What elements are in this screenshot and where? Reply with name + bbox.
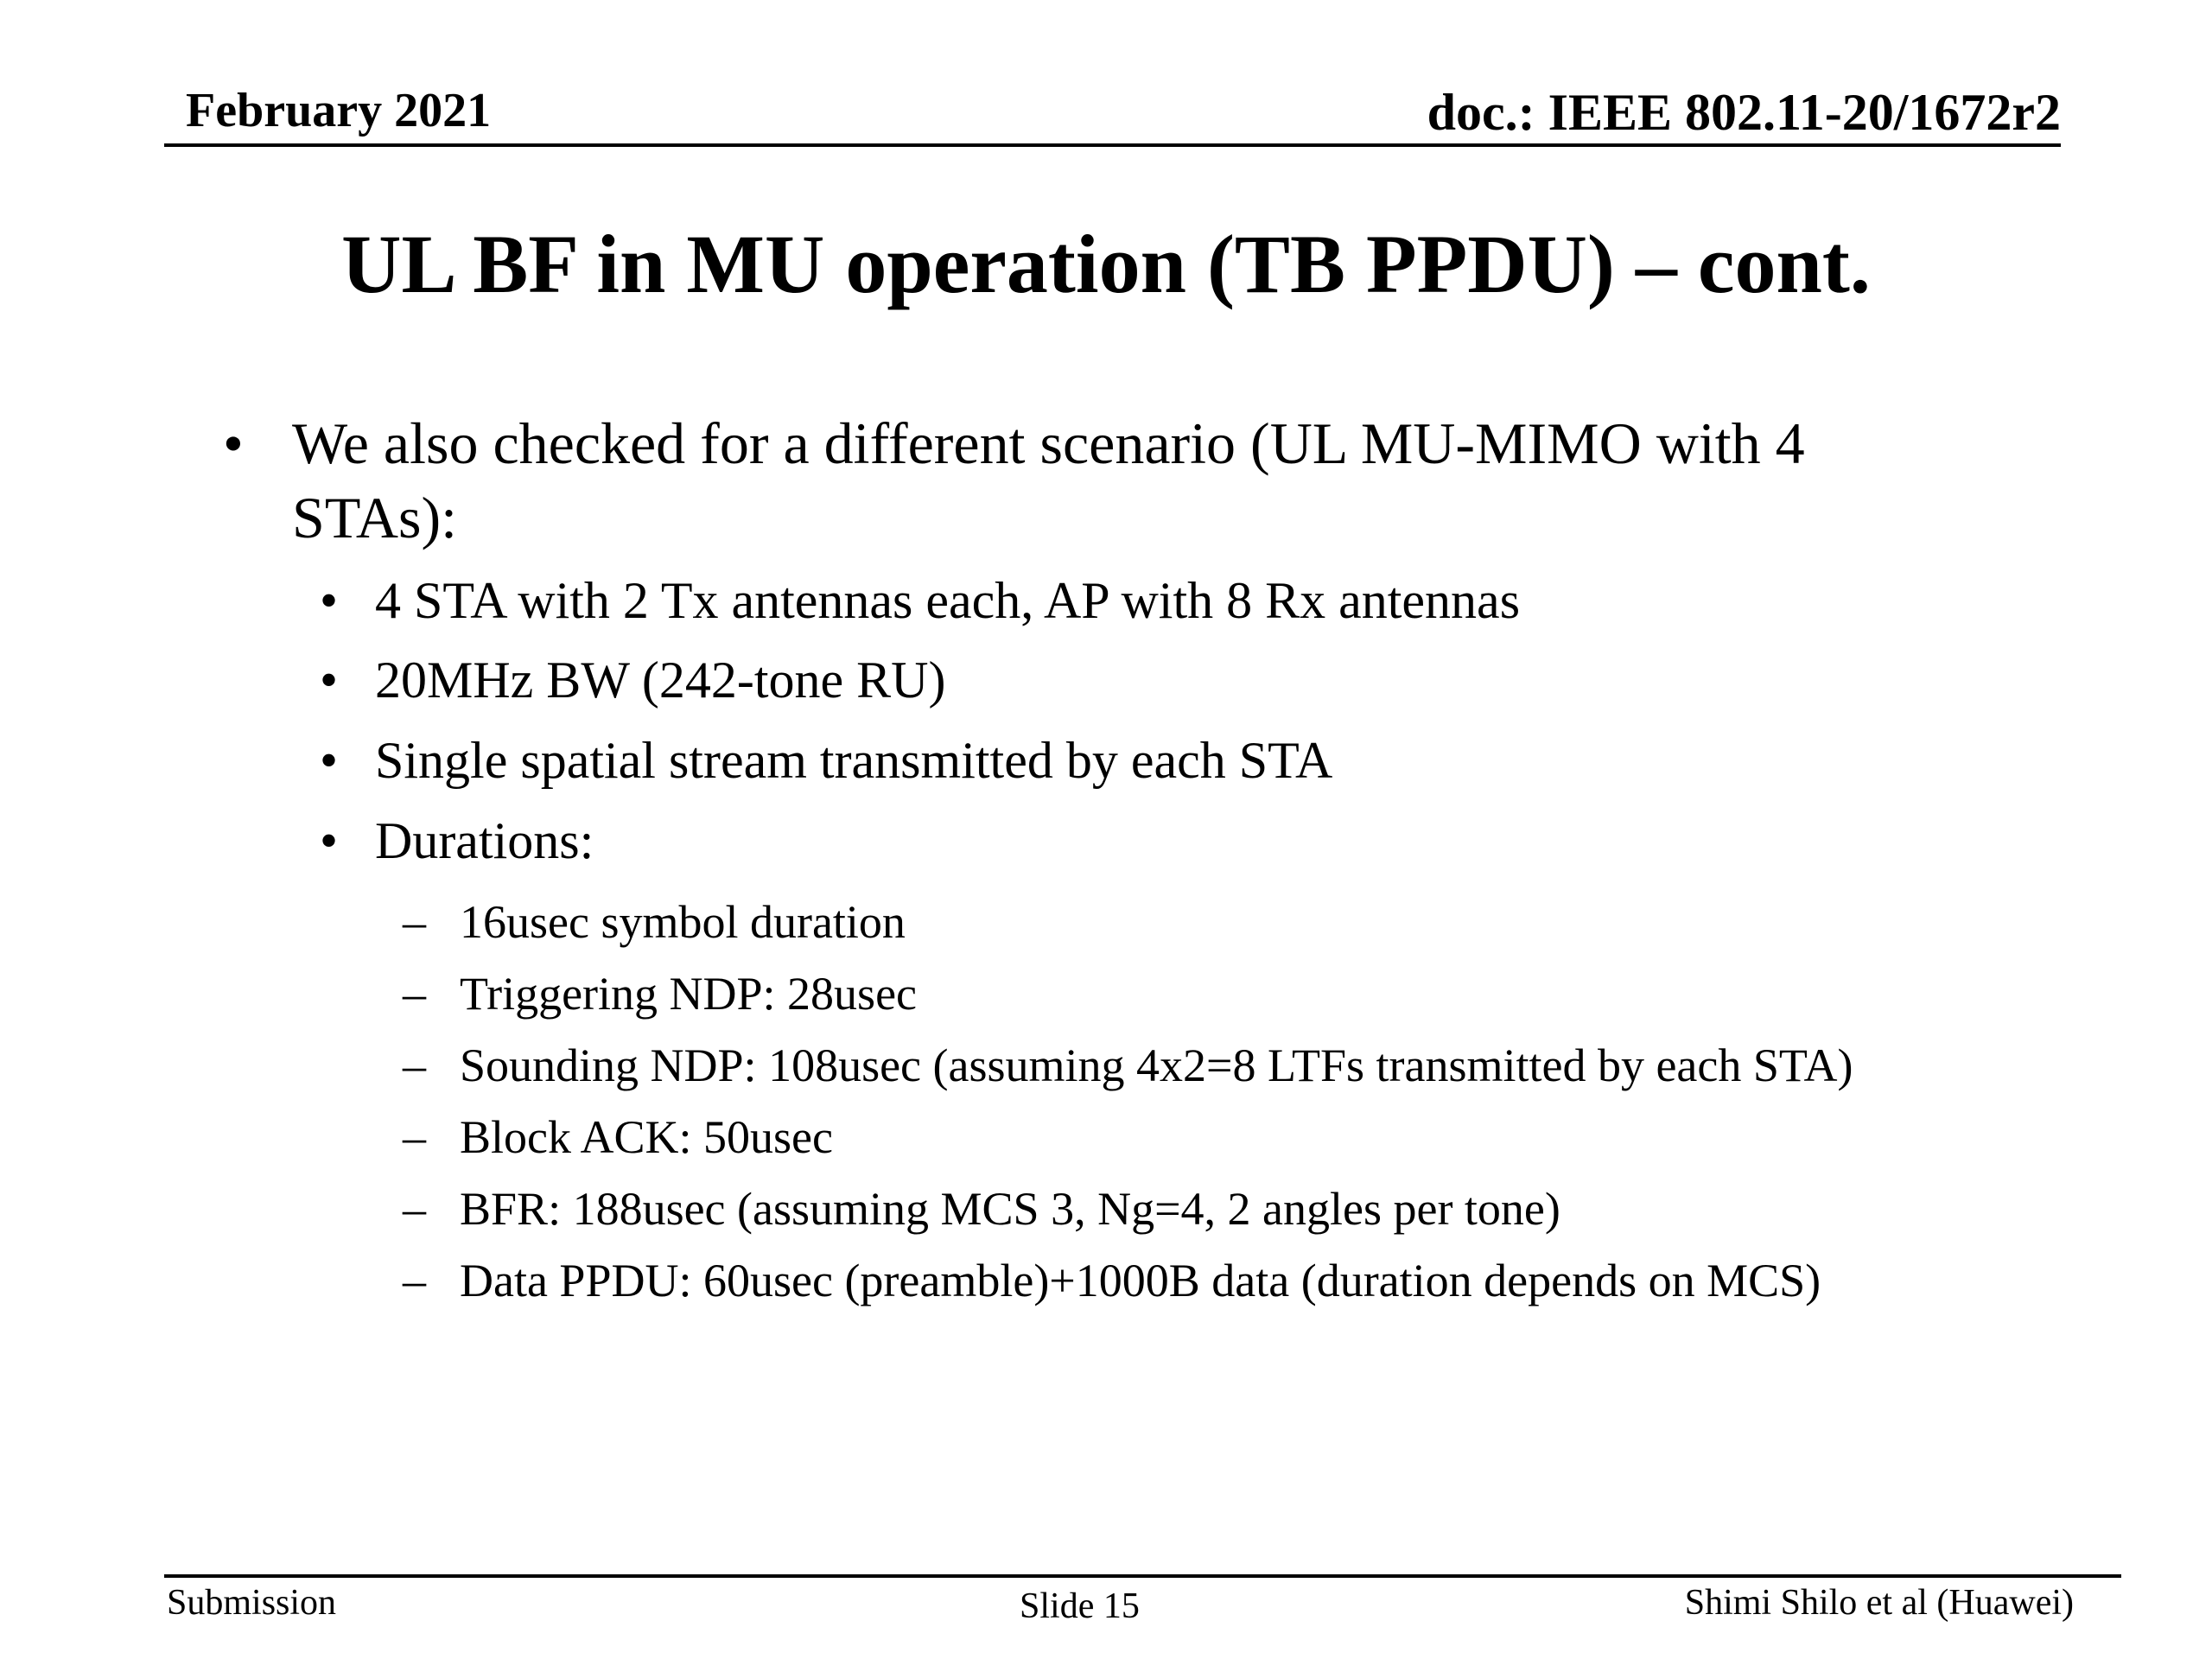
main-bullet-text: We also checked for a different scenario (UL MU-MIMO with 4 STAs): [292, 410, 1805, 550]
header-date: February 2021 [186, 84, 492, 137]
sub-bullet-text: 4 STA with 2 Tx antennas each, AP with 8 Rx antennas [375, 572, 1521, 629]
bullet-icon: • [320, 732, 339, 789]
duration-item-symbol [403, 895, 906, 949]
bullet-icon: • [320, 572, 339, 629]
dash-icon: – [403, 968, 426, 1020]
duration-text: 16usec symbol duration [460, 896, 906, 948]
duration-item-bfr [403, 1182, 1560, 1236]
bullet-icon: • [320, 812, 339, 869]
duration-item-triggering-ndp [403, 967, 917, 1020]
footer-divider [164, 1574, 2121, 1578]
dash-icon: – [403, 896, 426, 948]
sub-bullet-bandwidth [320, 650, 945, 710]
dash-icon: – [403, 1039, 426, 1091]
duration-text: Triggering NDP: 28usec [460, 968, 918, 1020]
header-divider [164, 143, 2061, 147]
header-doc-id: doc.: IEEE 802.11-20/1672r2 [1427, 84, 2061, 141]
sub-bullet-antennas [320, 570, 1520, 631]
duration-text: BFR: 188usec (assuming MCS 3, Ng=4, 2 angles per tone) [460, 1183, 1560, 1235]
duration-text: Data PPDU: 60usec (preamble)+1000B data (duration depends on MCS) [460, 1255, 1821, 1306]
sub-bullet-text: Single spatial stream transmitted by each STA [375, 732, 1333, 789]
slide-title: UL BF in MU operation (TB PPDU) – cont. [341, 218, 1871, 310]
footer-authors: Shimi Shilo et al (Huawei) [1684, 1583, 2074, 1623]
bullet-icon: • [223, 410, 244, 476]
dash-icon: – [403, 1111, 426, 1163]
sub-bullet-stream [320, 730, 1332, 791]
sub-bullet-durations [320, 810, 594, 871]
bullet-icon: • [320, 652, 339, 709]
main-bullet [223, 406, 1951, 555]
duration-item-block-ack [403, 1110, 833, 1164]
dash-icon: – [403, 1255, 426, 1306]
footer-slide-number: Slide 15 [1020, 1586, 1140, 1626]
sub-bullet-text: 20MHz BW (242-tone RU) [375, 652, 946, 709]
sub-bullet-text: Durations: [375, 812, 594, 869]
dash-icon: – [403, 1183, 426, 1235]
duration-item-data-ppdu [403, 1254, 1821, 1307]
duration-item-sounding-ndp [403, 1039, 1853, 1092]
duration-text: Sounding NDP: 108usec (assuming 4x2=8 LTFs transmitted by each STA) [460, 1039, 1853, 1091]
duration-text: Block ACK: 50usec [460, 1111, 833, 1163]
footer-submission: Submission [167, 1583, 337, 1623]
